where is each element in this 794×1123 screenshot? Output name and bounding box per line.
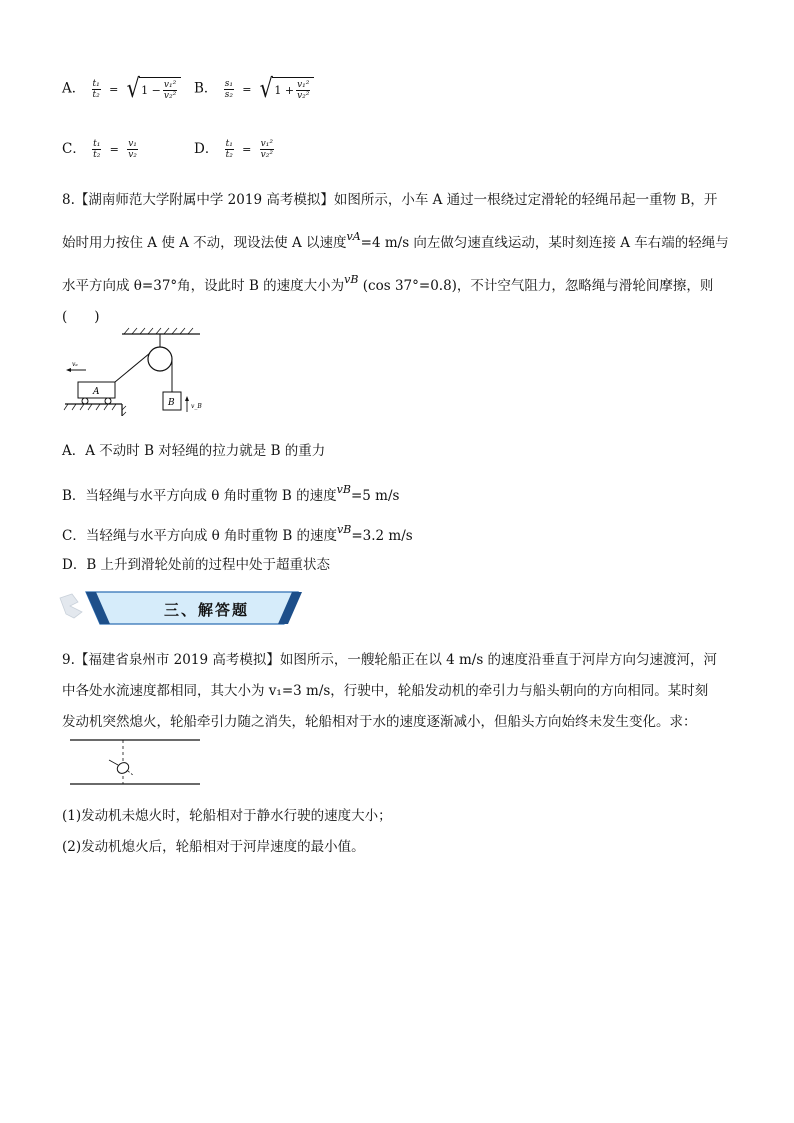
car-label: A — [93, 387, 100, 397]
va-symbol: vA — [346, 230, 361, 243]
option-d-label: D． — [194, 141, 219, 157]
va-label: vₐ — [72, 361, 78, 368]
q9-line-3: 发动机突然熄火，轮船牵引力随之消失，轮船相对于水的速度逐渐减小，但船头方向始终未发生变化。求： — [62, 714, 697, 730]
option-a-label: A． — [62, 80, 86, 97]
car-wheel-right — [105, 398, 111, 404]
q8-option-a[interactable]: A．A 不动时 B 对轻绳的拉力就是 B 的重力 — [62, 443, 326, 459]
q9-subquestion-2: (2)发动机熄火后，轮船相对于河岸速度的最小值。 — [62, 839, 365, 855]
ceiling-hatch — [124, 328, 193, 334]
vb-arrow-head — [185, 396, 189, 401]
option-a[interactable]: A． $\frac{\text{t₁}}{\text{t₂}}$ = √ 1 − $\frac{\text{v₁²}}{\text{v₂²}}$ — [62, 76, 181, 102]
option-b[interactable]: B． $\frac{\text{s₁}}{\text{s₂}}$ = √ 1 + $\frac{\text{v₁²}}{\text{v₂²}}$ — [194, 76, 314, 102]
boat-heading-back — [109, 760, 118, 765]
section-header-title: 三、解答题 — [164, 601, 250, 619]
vb-label: v_B — [191, 403, 202, 410]
vb-symbol: vB — [344, 273, 359, 286]
q9-line-1: 9.【福建省泉州市 2019 高考模拟】如图所示，一艘轮船正在以 4 m/s 的速度沿垂直于河岸方向匀速渡河，河 — [62, 652, 718, 668]
block-label: B — [168, 398, 175, 408]
q9-subquestion-1: (1)发动机未熄火时，轮船相对于静水行驶的速度大小； — [62, 808, 392, 824]
option-b-label: B． — [194, 80, 218, 97]
option-c-label: C． — [62, 141, 86, 157]
option-b-lhs-fraction: $\frac{\text{s₁}}{\text{s₂}}$ — [224, 78, 233, 100]
ground-hatch — [64, 404, 126, 416]
pulley-wheel — [148, 347, 172, 371]
q8-option-d[interactable]: D．B 上升到滑轮处前的过程中处于超重状态 — [62, 557, 331, 573]
rope-to-car — [115, 353, 150, 382]
va-arrow-head — [66, 368, 71, 372]
option-d[interactable]: D． $\frac{\text{t₁}}{\text{t₂}}$ = $\frac{\text{v₁²}}{\text{v₂²}}$ — [194, 139, 273, 160]
q8-answer-paren: ( ) — [62, 309, 100, 325]
option-a-radical: √ 1 − $\frac{\text{v₁²}}{\text{v₂²}}$ — [125, 76, 182, 102]
option-c[interactable]: C． $\frac{\text{t₁}}{\text{t₂}}$ = $\frac{\text{v₁}}{\text{v₂}}$ — [62, 139, 137, 160]
car-wheel-left — [82, 398, 88, 404]
q9-river-figure — [66, 736, 202, 790]
option-a-lhs-fraction: $\frac{\text{t₁}}{\text{t₂}}$ — [92, 78, 100, 100]
q8-option-b[interactable]: B．当轻绳与水平方向成 θ 角时重物 B 的速度$^{vB}$=5 m/s — [62, 483, 400, 504]
q8-line-2: 始时用力按住 A 使 A 不动，现设法使 A 以速度$^{vA}$=4 m/s 向左做匀速直线运动，某时刻连接 A 车右端的轻绳与 — [62, 230, 729, 251]
q8-line-1: 8.【湖南师范大学附属中学 2019 高考模拟】如图所示，小车 A 通过一根绕过定滑轮的轻绳吊起一重物 B，开 — [62, 192, 718, 208]
boat-shape — [115, 760, 131, 775]
q8-option-c[interactable]: C．当轻绳与水平方向成 θ 角时重物 B 的速度$^{vB}$=3.2 m/s — [62, 523, 413, 544]
swirl-decoration — [60, 594, 82, 618]
option-b-radical: √ 1 + $\frac{\text{v₁²}}{\text{v₂²}}$ — [258, 76, 315, 102]
q8-line-3: 水平方向成 θ=37°角，设此时 B 的速度大小为$^{vB}$ (cos 37°=0.8)，不计空气阻力，忽略绳与滑轮间摩擦，则 — [62, 273, 714, 294]
q8-pulley-figure — [60, 326, 220, 416]
boat-heading-front — [128, 771, 134, 776]
q9-line-2: 中各处水流速度都相同，其大小为 v₁=3 m/s，行驶中，轮船发动机的牵引力与船头朝向的方向相同。某时刻 — [62, 683, 709, 699]
